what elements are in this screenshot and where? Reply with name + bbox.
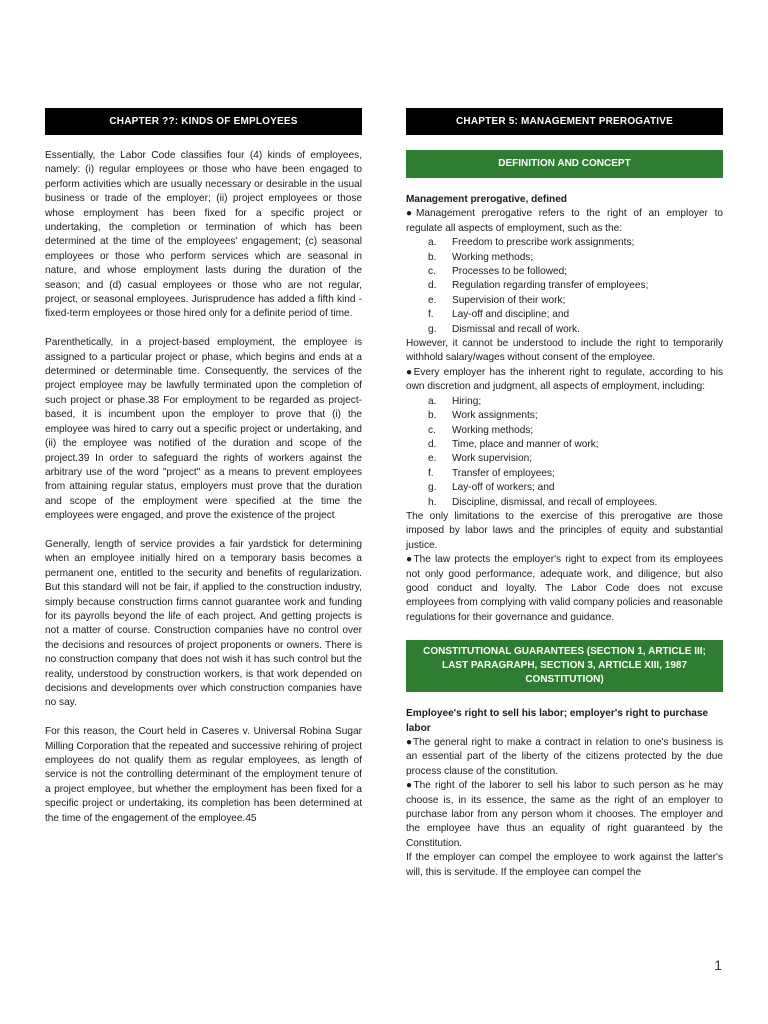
left-column [45, 108, 362, 840]
list-item: d. Regulation regarding transfer of employees; [428, 280, 649, 292]
list-item: a. Hiring; [428, 395, 482, 407]
list-item: d. Time, place and manner of work; [428, 438, 599, 450]
list-item: c. Processes to be followed; [428, 266, 568, 278]
paragraph: If the employer can compel the employee to work against the latter's will, this is servitude. If the employee can compel the [406, 852, 723, 878]
chapter-heading-management-prerogative: CHAPTER 5: MANAGEMENT PREROGATIVE [406, 108, 723, 135]
paragraph: ●Every employer has the inherent right to regulate, according to his own discretion and judgment, all aspects of employment, including: [406, 366, 723, 393]
list-item: e. Supervision of their work; [428, 294, 566, 306]
list-item: f. Lay-off and discipline; and [428, 309, 570, 321]
list-item: c. Working methods; [428, 424, 534, 436]
paragraph: ●The law protects the employer's right to expect from its employees not only good performance, adequate work, and diligence, but also good conduct and loyalty. The Labor Code does not excuse employees from complying with valid company policies and reasonable regulations for their governance and guidance. [406, 554, 723, 623]
paragraph: ●Management prerogative refers to the right of an employer to regulate all aspects of employment, such as the: [406, 208, 723, 234]
list-item: g. Lay-off of workers; and [428, 482, 555, 494]
paragraph: ●The general right to make a contract in relation to one's business is an essential part of the liberty of the citizens protected by the due process clause of the constitution. [406, 737, 723, 777]
subheading-right-to-sell-labor: Employee's right to sell his labor; employer's right to purchase labor [406, 708, 709, 734]
section-heading-constitutional-guarantees: CONSTITUTIONAL GUARANTEES (SECTION 1, ARTICLE III; LAST PARAGRAPH, SECTION 3, ARTICLE XIII, 1987 CONSTITUTION) [406, 640, 723, 692]
constitutional-section [406, 707, 723, 880]
left-body [45, 149, 362, 826]
subheading-defined: Management prerogative, defined [406, 194, 567, 205]
list-item: b. Work assignments; [428, 410, 538, 422]
page-number: 1 [714, 957, 722, 973]
list-item: a. Freedom to prescribe work assignments; [428, 237, 635, 249]
section-heading-definition: DEFINITION AND CONCEPT [406, 150, 723, 178]
paragraph: Generally, length of service provides a fair yardstick for determining when an employee initially hired on a temporary basis becomes a permanent one, entitled to the security and benefits of regularization. But this standard will not be fair, if applied to the construction industry, simply because construction firms cannot guarantee work and funding for its payrolls beyond the life of each project. And getting projects is not a matter of course. Construction companies have no control over the decisions and resources of project proponents or owners. There is no construction company that does not wish it has such control but the reality, understood by construction workers, is that work depended on decisions and developments over which construction companies have no say. [45, 538, 362, 709]
list-aspects [406, 236, 723, 337]
list-item: h. Discipline, dismissal, and recall of employees. [428, 496, 658, 508]
list-item: f. Transfer of employees; [428, 467, 555, 479]
right-column [406, 108, 723, 880]
paragraph: Parenthetically, in a project-based employment, the employee is assigned to a particular project or phase, which begins and ends at a determined or determinable time. Consequently, the services of the project employee may be lawfully terminated upon the completion of such project or phase.38 For employment to be regarded as project-based, it is incumbent upon the employer to prove that (i) the employee was hired to carry out a specific project or undertaking, and (ii) the employee was notified of the duration and scope of the project.39 In order to safeguard the rights of workers against the arbitrary use of the word "project" as a means to prevent employees from attaining regular status, employers must prove that the duration and scope of the employment were specified at the time the employees were engaged, and prove the existence of the project [45, 337, 362, 522]
paragraph: For this reason, the Court held in Caseres v. Universal Robina Sugar Milling Corporation that the repeated and successive rehiring of project employees do not qualify them as regular employees, as length of service is not the controlling determinant of the employment tenure of a project employee, but whether the employment has been fixed for a specific project or undertaking, its completion has been determined at the time of the engagement of the employee.45 [45, 726, 362, 824]
paragraph: ●The right of the laborer to sell his labor to such person as he may choose is, in its essence, the same as the right of an employer to purchase labor from any person whom it chooses. The employer and the employee have thus an equality of right guaranteed by the Constitution. [406, 780, 723, 849]
paragraph: The only limitations to the exercise of this prerogative are those imposed by labor laws and the principles of equity and substantial justice. [406, 510, 723, 551]
list-item: g. Dismissal and recall of work. [428, 323, 580, 335]
definition-section [406, 193, 723, 625]
paragraph: Essentially, the Labor Code classifies four (4) kinds of employees, namely: (i) regular employees or those who have been engaged to perform activities which are usually necessary or desirable in the usual business or trade of the employer; (ii) project employees or those whose employment has been fixed for a specific project or undertaking, the completion or termination of which has been determined at the time of the employees' engagement; (c) seasonal employees or those who perform services which are seasonal in nature, and whose employment lasts during the duration of the season; and (d) casual employees or those who are not regular, project, or seasonal employees. Jurisprudence has added a fifth kind - fixed-term employees or those hired only for a definite period of time. [45, 150, 362, 320]
chapter-heading-kinds-of-employees: CHAPTER ??: KINDS OF EMPLOYEES [45, 108, 362, 135]
paragraph: However, it cannot be understood to include the right to temporarily withhold salary/wages without consent of the employee. [406, 338, 723, 364]
list-including [406, 395, 723, 510]
list-item: b. Working methods; [428, 251, 534, 263]
list-item: e. Work supervision; [428, 453, 533, 465]
